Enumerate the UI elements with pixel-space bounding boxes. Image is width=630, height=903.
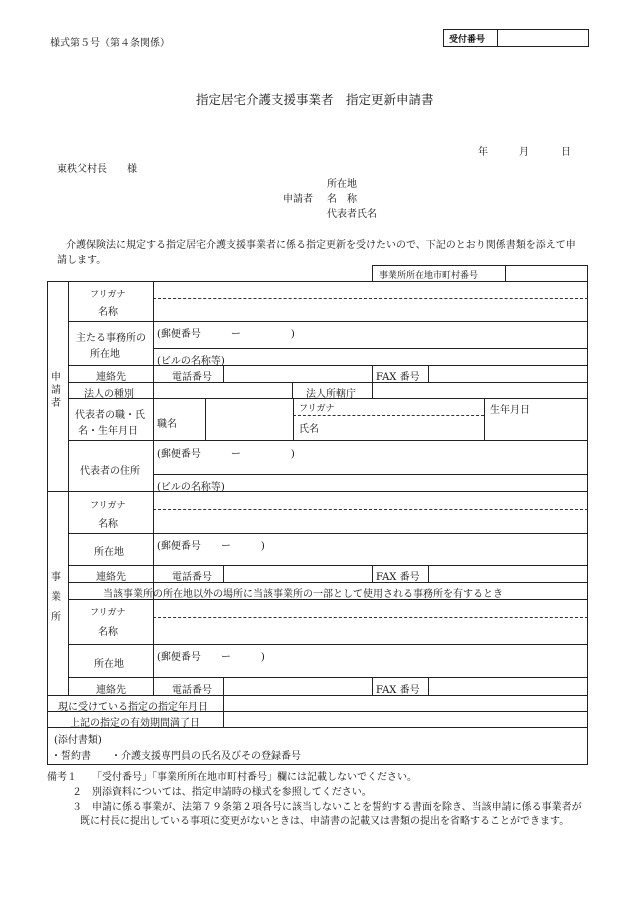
remarks-item-2: 別添資料については、指定申請時の様式を参照してください。 bbox=[92, 787, 372, 798]
sub-office-phone-label: 電話番号 bbox=[172, 685, 212, 696]
receipt-number-box bbox=[443, 29, 589, 47]
section-office-char1: 事 bbox=[51, 572, 61, 583]
rep-address-building: (ビルの名称等) bbox=[157, 482, 225, 493]
section-office-char2: 業 bbox=[51, 592, 61, 603]
remarks-label: 備考１ bbox=[47, 772, 77, 783]
attached-docs-label: (添付書類) bbox=[54, 735, 102, 746]
applicant-address-label: 所在地 bbox=[327, 179, 357, 190]
expiry-label: 上記の指定の有効期間満了日 bbox=[70, 718, 200, 729]
job-title-label: 職名 bbox=[157, 419, 177, 430]
remarks-item-3b: 既に村長に提出している事項に変更がないときは、申請書の記載又は書類の提出を省略することができます。 bbox=[80, 816, 570, 827]
rep-address-postal: (郵便番号 ー ) bbox=[157, 449, 295, 460]
corp-authority-label: 法人所轄庁 bbox=[306, 389, 356, 400]
applicant-label: 申請者 bbox=[283, 194, 313, 205]
remarks-num-2: ２ bbox=[72, 787, 82, 798]
remarks-item-3a: 申請に係る事業が、法第７９条第２項各号に該当しないことを誓約する書面を除き、当該申請に係る事業者が bbox=[92, 802, 582, 813]
section-applicant-char2: 請 bbox=[51, 385, 61, 396]
section-office-char3: 所 bbox=[51, 612, 61, 623]
municipal-number-label: 事業所所在地市町村番号 bbox=[379, 271, 479, 281]
intro-line-2: 請します。 bbox=[57, 255, 107, 266]
main-office-building: (ビルの名称等) bbox=[157, 356, 225, 367]
sub-office-name-label: 名称 bbox=[98, 627, 118, 638]
sub-office-contact-label: 連絡先 bbox=[96, 685, 126, 696]
office-phone-label: 電話番号 bbox=[172, 572, 212, 583]
applicant-name-cell-label: 名称 bbox=[98, 307, 118, 318]
birth-date-label: 生年月日 bbox=[490, 405, 530, 416]
office-contact-label: 連絡先 bbox=[96, 572, 126, 583]
applicant-name-label: 名 称 bbox=[327, 194, 357, 205]
page-title: 指定居宅介護支援事業者 指定更新申請書 bbox=[196, 92, 434, 107]
sub-office-fax-label: FAX 番号 bbox=[376, 685, 420, 696]
representative-name-label: 代表者氏名 bbox=[327, 209, 377, 220]
rep-name-label: 氏名 bbox=[299, 424, 319, 435]
intro-line-1: 介護保険法に規定する指定居宅介護支援事業者に係る指定更新を受けたいので、下記のとおり関係書類を添えて申 bbox=[66, 240, 576, 251]
main-office-label-2: 所在地 bbox=[90, 349, 120, 360]
application-table bbox=[47, 281, 588, 765]
other-office-note: 当該事業所の所在地以外の場所に当該事業所の一部として使用される事務所を有するとき bbox=[103, 589, 503, 600]
fax-label: FAX 番号 bbox=[376, 372, 420, 383]
main-office-postal: (郵便番号 ー ) bbox=[157, 329, 295, 340]
rep-label-1: 代表者の職・氏 bbox=[75, 410, 145, 421]
sub-office-furigana-label: フリガナ bbox=[90, 608, 126, 618]
date-month: 月 bbox=[519, 147, 529, 158]
office-name-label: 名称 bbox=[98, 519, 118, 530]
sub-office-location-label: 所在地 bbox=[94, 659, 124, 670]
section-applicant-char1: 申 bbox=[51, 372, 61, 383]
date-year: 年 bbox=[478, 147, 488, 158]
rep-label-2: 名・生年月日 bbox=[78, 426, 138, 437]
municipal-number-box bbox=[372, 265, 588, 282]
remarks-num-3: ３ bbox=[72, 802, 82, 813]
rep-address-label: 代表者の住所 bbox=[80, 466, 140, 477]
section-applicant-char3: 者 bbox=[51, 398, 61, 409]
receipt-number-label: 受付番号 bbox=[449, 35, 486, 45]
office-postal: (郵便番号 ー ) bbox=[157, 541, 265, 552]
corp-type-label: 法人の種別 bbox=[84, 389, 134, 400]
remarks-item-1: 「受付番号」「事業所所在地市町村番号」欄には記載しないでください。 bbox=[92, 772, 417, 783]
phone-label: 電話番号 bbox=[172, 372, 212, 383]
form-number: 様式第５号（第４条関係） bbox=[50, 38, 170, 49]
sub-office-postal: (郵便番号 ー ) bbox=[157, 652, 265, 663]
office-fax-label: FAX 番号 bbox=[376, 572, 420, 583]
office-furigana-label: フリガナ bbox=[90, 501, 126, 511]
rep-furigana-label: フリガナ bbox=[299, 404, 335, 414]
main-office-label-1: 主たる事務所の bbox=[76, 333, 146, 344]
date-day: 日 bbox=[561, 147, 571, 158]
applicant-furigana-label: フリガナ bbox=[90, 290, 126, 300]
attached-docs-list: ・誓約書 ・介護支援専門員の氏名及びその登録番号 bbox=[51, 751, 301, 762]
contact-label: 連絡先 bbox=[96, 372, 126, 383]
addressee: 東秩父村長 様 bbox=[57, 164, 137, 175]
office-location-label: 所在地 bbox=[94, 547, 124, 558]
current-designation-label: 現に受けている指定の指定年月日 bbox=[58, 702, 208, 713]
